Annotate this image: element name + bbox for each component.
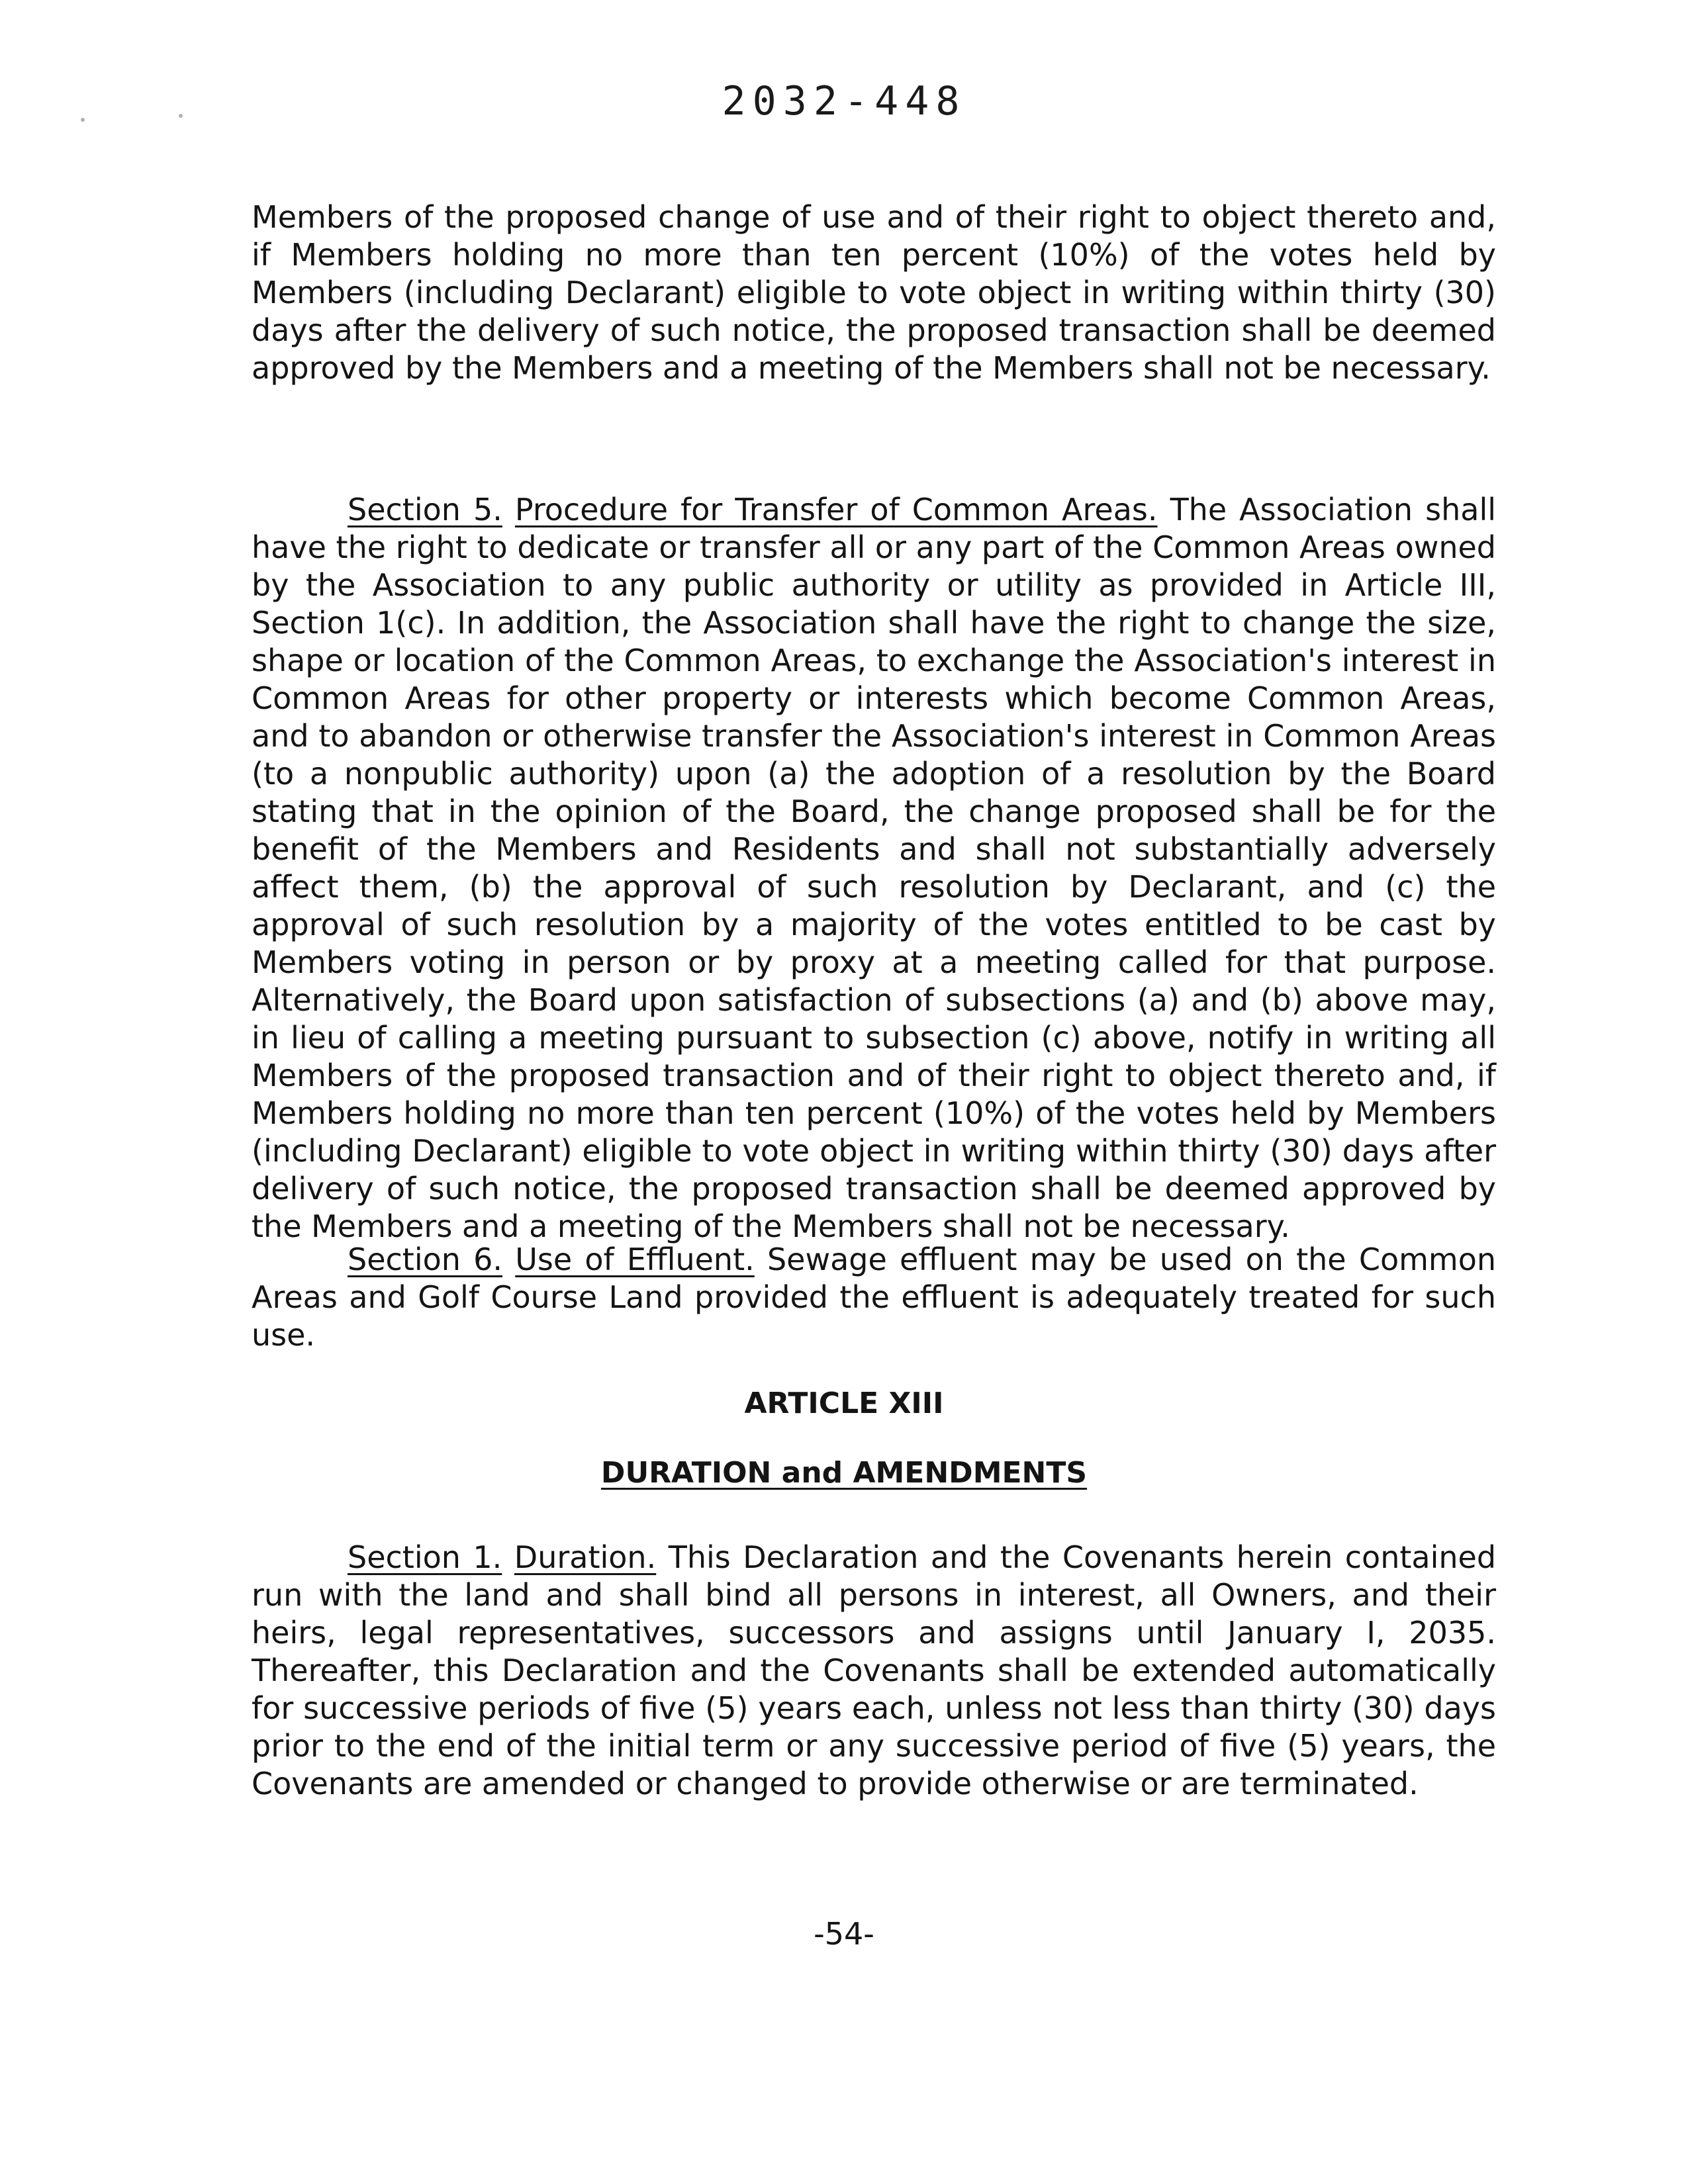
section-5-title: Procedure for Transfer of Common Areas.: [514, 492, 1158, 527]
page-number: -54-: [814, 1916, 874, 1952]
article-section-1-text: This Declaration and the Covenants herein contained run with the land and shall bind all persons in interest, all Owners, and their heirs, legal representatives, successors and assigns until January I, 2035. Thereafter, this Declaration and the Covenants shall be extended automatically for successive periods of five (5) years each, unless not less than thirty (30) days prior to the end of the initial term or any successive period of five (5) years, the Covenants are amended or changed to provide otherwise or are terminated.: [252, 1539, 1497, 1801]
section-5-paragraph: [252, 491, 1496, 1246]
article-section-1-title: Duration.: [514, 1539, 657, 1575]
section-6-paragraph: [252, 1241, 1496, 1354]
article-subtitle-text: DURATION and AMENDMENTS: [600, 1456, 1088, 1490]
article-section-1-paragraph: [252, 1539, 1496, 1803]
section-6-text: Sewage effluent may be used on the Common Areas and Golf Course Land provided the effluent is adequately treated for such use.: [252, 1242, 1497, 1353]
document-number: 2032-448: [722, 78, 966, 124]
section-5-label: Section 5.: [348, 492, 502, 527]
section-6-label: Section 6.: [348, 1242, 503, 1277]
section-6-title: Use of Effluent.: [515, 1242, 755, 1277]
article-subtitle: [0, 1456, 1688, 1490]
article-heading: ARTICLE XIII: [744, 1387, 944, 1420]
article-section-1-label: Section 1.: [348, 1539, 502, 1575]
paragraph-continuation: Members of the proposed change of use and of their right to object thereto and, if Members holding no more than ten percent (10%) of the votes held by Members (including Declarant) eligible to vote object in writing within thirty (30) days after the delivery of such notice, the proposed transaction shall be deemed approved by the Members and a meeting of the Members shall not be necessary.: [252, 199, 1496, 386]
section-5-text: The Association shall have the right to dedicate or transfer all or any part of the Common Areas owned by the Association to any public authority or utility as provided in Article III, Section 1(c). In addition, the Association shall have the right to change the size, shape or location of the Common Areas, to exchange the Association's interest in Common Areas for other property or interests which become Common Areas, and to abandon or otherwise transfer the Association's interest in Common Areas (to a nonpublic authority) upon (a) the adoption of a resolution by the Board stating that in the opinion of the Board, the change proposed shall be for the benefit of the Members and Residents and shall not substantially adversely affect them, (b) the approval of such resolution by Declarant, and (c) the approval of such resolution by a majority of the votes entitled to be cast by Members voting in person or by proxy at a meeting called for that purpose. Alternatively, the Board upon satisfaction of subsections (a) and (b) above may, in lieu of calling a meeting pursuant to subsection (c) above, notify in writing all Members of the proposed transaction and of their right to object thereto and, if Members holding no more than ten percent (10%) of the votes held by Members (including Declarant) eligible to vote object in writing within thirty (30) days after delivery of such notice, the proposed transaction shall be deemed approved by the Members and a meeting of the Members shall not be necessary.: [252, 492, 1497, 1244]
